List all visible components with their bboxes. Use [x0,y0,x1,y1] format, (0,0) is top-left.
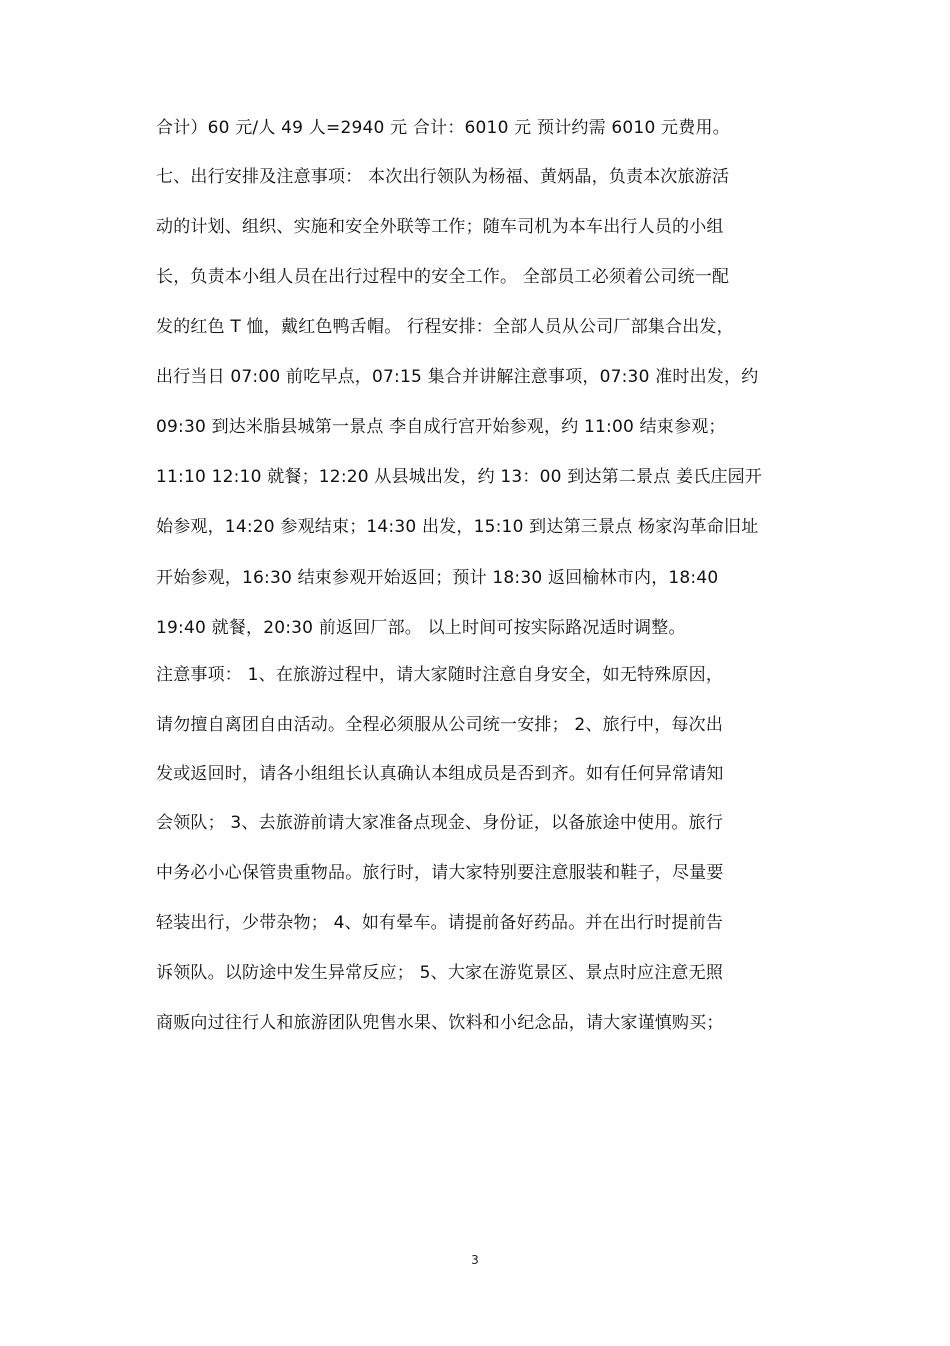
text-line: 始参观，14:20 参观结束；14:30 出发，15:10 到达第三景点 杨家沟革命旧址 [156,517,759,537]
text-line: 发的红色 T 恤，戴红色鸭舌帽。 行程安排：全部人员从公司厂部集合出发， [156,317,734,337]
text-line: 商贩向过往行人和旅游团队兜售水果、饮料和小纪念品，请大家谨慎购买； [156,1013,724,1033]
text-line: 合计）60 元/人 49 人=2940 元 合计：6010 元 预计约需 6010 元费用。 [156,118,730,138]
text-line: 中务必小心保管贵重物品。旅行时，请大家特别要注意服装和鞋子，尽量要 [156,863,724,883]
text-line: 19:40 就餐，20:30 前返回厂部。 以上时间可按实际路况适时调整。 [156,618,686,638]
text-line: 09:30 到达米脂县城第一景点 李自成行宫开始参观，约 11:00 结束参观； [156,417,726,437]
text-line: 诉领队。以防途中发生异常反应； 5、大家在游览景区、景点时应注意无照 [156,963,724,983]
text-line: 开始参观，16:30 结束参观开始返回；预计 18:30 返回榆林市内，18:40 [156,568,719,588]
text-line: 发或返回时，请各小组组长认真确认本组成员是否到齐。如有任何异常请知 [156,764,724,784]
text-line: 出行当日 07:00 前吃早点，07:15 集合并讲解注意事项，07:30 准时出发，约 [156,367,759,387]
text-line: 注意事项： 1、在旅游过程中，请大家随时注意自身安全，如无特殊原因， [156,665,724,685]
text-line: 长，负责本小组人员在出行过程中的安全工作。 全部员工必须着公司统一配 [156,267,730,287]
page-number: 3 [471,1253,479,1267]
text-line: 七、出行安排及注意事项： 本次出行领队为杨福、黄炳晶，负责本次旅游活 [156,167,730,187]
text-line: 11:10 12:10 就餐；12:20 从县城出发，约 13：00 到达第二景点 姜氏庄园开 [156,467,763,487]
text-line: 动的计划、组织、实施和安全外联等工作；随车司机为本车出行人员的小组 [156,217,724,237]
text-line: 轻装出行，少带杂物； 4、如有晕车。请提前备好药品。并在出行时提前告 [156,913,724,933]
text-line: 会领队； 3、去旅游前请大家准备点现金、身份证，以备旅途中使用。旅行 [156,813,724,833]
text-line: 请勿擅自离团自由活动。全程必须服从公司统一安排； 2、旅行中，每次出 [156,715,724,735]
